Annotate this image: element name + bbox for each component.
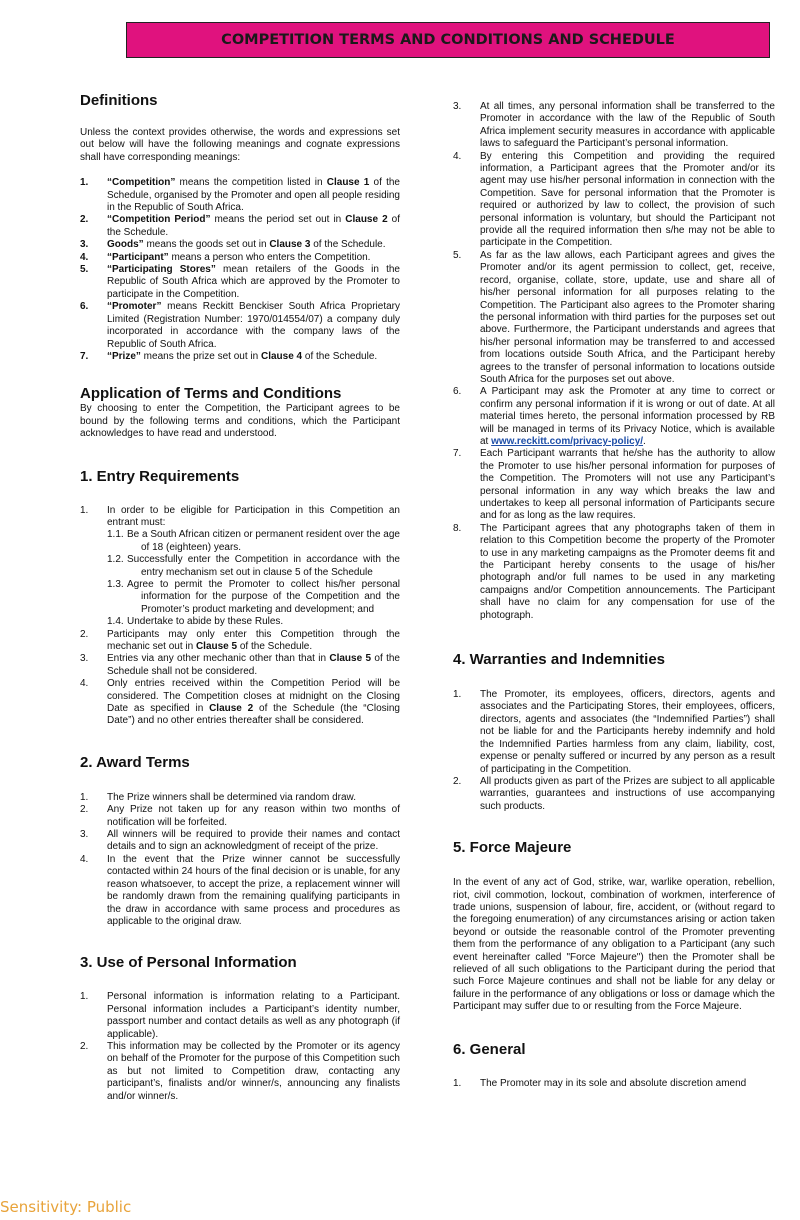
award-terms-heading: 2. Award Terms — [80, 753, 190, 771]
sensitivity-label: Sensitivity: Public — [0, 1198, 132, 1216]
list-item: 4. In the event that the Prize winner cannot be successfully contacted within 24 hours of the final decision or is unable, for any reason whatsoever, to accept the prize, a replacement winner will be randomly drawn from the remaining qualifying participants in the draw in accordance with same process and procedures as applicable to the original draw. — [80, 853, 400, 927]
list-item: 3. Entries via any other mechanic other than that in Clause 5 of the Schedule shall not be considered. — [80, 653, 400, 677]
list-item: 3. At all times, any personal information shall be transferred to the Promoter in accordance with the law of the Republic of South Africa implement security measures in accordance with applicable laws to safeguard the Participant’s personal information. — [453, 101, 775, 150]
list-item: 1. In order to be eligible for Participation in this Competition an entrant must: — [80, 504, 400, 528]
personal-information-heading: 3. Use of Personal Information — [80, 954, 297, 972]
list-item: 1. Personal information is information relating to a Participant. Personal information includes a Participant’s identity number, passport number and contact details as well as any photograph (if applicable). — [80, 991, 400, 1040]
general-list — [453, 1078, 775, 1090]
left-column — [80, 84, 400, 1103]
list-item: 6. A Participant may ask the Promoter at any time to correct or confirm any personal information if it is wrong or out of date. At all material times hereto, the personal information processed by RB will be managed in terms of its Privacy Notice, which is available at www.reckitt.com/privacy-policy/. — [453, 386, 775, 447]
list-item: 1. The Promoter, its employees, officers, directors, agents and associates and the Participating Stores, their employees, officers, directors, agents and associates (the “Indemnified Parties”) shall not be liable for and the Participants hereby indemnify and hold the Indemnified Parties harmless from any claim, liability, cost, expense or penalty suffered or incurred by any person as a result of participating in the Competition. — [453, 689, 775, 775]
list-item: 2. This information may be collected by the Promoter or its agency on behalf of the Promoter for the purpose of this Competition such as but not limited to Competition draw, contacting any participant’s, finalists and/or winner/s, announcing any finalists and/or winner/s. — [80, 1040, 400, 1102]
application-heading: Application of Terms and Conditions — [80, 385, 342, 403]
definition-item: 6. “Promoter” means Reckitt Benckiser South Africa Proprietary Limited (Registration Number: 1970/014554/07) a company duly incorporated in accordance with the company laws of the Republic of South Africa. — [80, 301, 400, 350]
force-majeure-text: In the event of any act of God, strike, war, warlike operation, rebellion, riot, civil commotion, lockout, combination of workmen, interference of trade unions, suspension of labour, fire, accident, or (without regard to the foregoing enumeration) of any circumstances arising or action taken beyond or outside the reasonable control of the Promoter preventing them from the performance of any obligation to a Participant (any such event hereinafter called "Force Majeure") then the Promoter shall be relieved of all such obligations to the Participant during the period that such Force Majeure continues and shall not be liable for any delay or failure in the performance of any obligations or loss or damage which the Participant may suffer due to or resulting from the Force Majeure. — [453, 877, 775, 1013]
definitions-intro: Unless the context provides otherwise, the words and expressions set out below will have the following meanings and cognate expressions shall have corresponding meanings: — [80, 127, 400, 163]
definition-item: 1. “Competition” means the competition listed in Clause 1 of the Schedule, organised by the Promoter and open all people residing in the Republic of South Africa. — [80, 177, 400, 214]
list-item: 3. All winners will be required to provide their names and contact details and to sign an acknowledgment of receipt of the prize. — [80, 829, 400, 853]
force-majeure-heading: 5. Force Majeure — [453, 839, 572, 857]
right-column — [453, 101, 775, 1090]
warranties-list — [453, 689, 775, 813]
list-item: 8. The Participant agrees that any photographs taken of them in relation to this Competition become the property of the Promoter to use in any marketing campaigns as the Promoter deems fit and the Participant hereby consents to the usage of his/her photograph and/or full names to be used in any marketing campaigns and/or Competition announcements. The Participant shall have no claim for any compensation for use of the photograph. — [453, 522, 775, 621]
sub-item: 1.1. Be a South African citizen or permanent resident over the age of 18 (eighteen) years. — [107, 529, 400, 553]
definition-item: 4. “Participant” means a person who enters the Competition. — [80, 251, 371, 263]
definitions-heading: Definitions — [80, 92, 158, 109]
definition-item: 2. “Competition Period” means the period set out in Clause 2 of the Schedule. — [80, 214, 400, 238]
sub-item: 1.4. Undertake to abide by these Rules. — [107, 616, 284, 628]
sub-item: 1.2. Successfully enter the Competition in accordance with the entry mechanism set out in clause 5 of the Schedule — [107, 554, 400, 578]
list-item: 1. The Prize winners shall be determined via random draw. — [80, 791, 357, 803]
definitions-list — [80, 177, 400, 363]
list-item: 4. By entering this Competition and providing the required information, a Participant agrees that the Promoter and/or its agent may use his/her personal information in connection with the Competition. Save for personal information that the Promoter is required or authorized by law to collect, the provision of such personal information is voluntary, but should the Participant not provide all the required information then s/he may not be able to participate in the Competition. — [453, 150, 775, 249]
list-item: 2. All products given as part of the Prizes are subject to all applicable warranties, guarantees and instructions of use accompanying such products. — [453, 775, 775, 812]
entry-requirements-heading: 1. Entry Requirements — [80, 467, 240, 485]
personal-information-list-continued — [453, 101, 775, 622]
definition-item: 3. Goods” means the goods set out in Clause 3 of the Schedule. — [80, 239, 386, 251]
list-item: 1. The Promoter may in its sole and absolute discretion amend — [453, 1077, 747, 1089]
definition-item: 7. “Prize” means the prize set out in Clause 4 of the Schedule. — [80, 350, 378, 362]
document-title: COMPETITION TERMS AND CONDITIONS AND SCHEDULE — [221, 32, 675, 48]
list-item: 7. Each Participant warrants that he/she has the authority to allow the Promoter to use his/her personal information for purposes of the Competition. The Promoters will not use any Participant’s personal information in any way which breaks the law and undertakes to keep all personal information of Participants secure and for as long as the law requires. — [453, 448, 775, 522]
list-item: 4. Only entries received within the Competition Period will be considered. The Competition closes at midnight on the Closing Date as specified in Clause 2 of the Schedule (the “Closing Date”) and no other entries thereafter shall be considered. — [80, 678, 400, 727]
award-terms-list — [80, 792, 400, 928]
privacy-policy-link[interactable]: www.reckitt.com/privacy-policy/ — [491, 435, 644, 447]
warranties-heading: 4. Warranties and Indemnities — [453, 651, 665, 669]
personal-information-list — [80, 991, 400, 1103]
list-item: 5. As far as the law allows, each Participant agrees and gives the Promoter and/or its agent permission to collect, get, receive, record, organise, collate, store, update, use and share all of his/her personal information for all purposes relating to the Competition. The Participant also agrees to the Promoter sharing the personal information with third parties for the purposes set out above. Furthermore, the Participant understands and agrees that his/her personal information may be transferred to and accessed from locations outside South Africa, and the Participant hereby agrees to the transfer of personal information to locations outside South Africa for the purposes set out above. — [453, 249, 775, 385]
entry-requirements-list — [80, 505, 400, 728]
document-title-banner — [126, 22, 770, 58]
general-heading: 6. General — [453, 1040, 526, 1058]
list-item: 2. Any Prize not taken up for any reason within two months of notification will be forfeited. — [80, 804, 400, 828]
application-text: By choosing to enter the Competition, the Participant agrees to be bound by the following terms and conditions, which the Participant acknowledges to have read and understood. — [80, 403, 400, 440]
list-item: 2. Participants may only enter this Competition through the mechanic set out in Clause 5 of the Schedule. — [80, 628, 400, 652]
definition-item: 5. “Participating Stores” mean retailers of the Goods in the Republic of South Africa which are approved by the Promoter to participate in the Competition. — [80, 264, 400, 300]
sub-item: 1.3. Agree to permit the Promoter to collect his/her personal information for the purpose of the Competition and the Promoter’s product marketing and development; and — [107, 578, 400, 615]
